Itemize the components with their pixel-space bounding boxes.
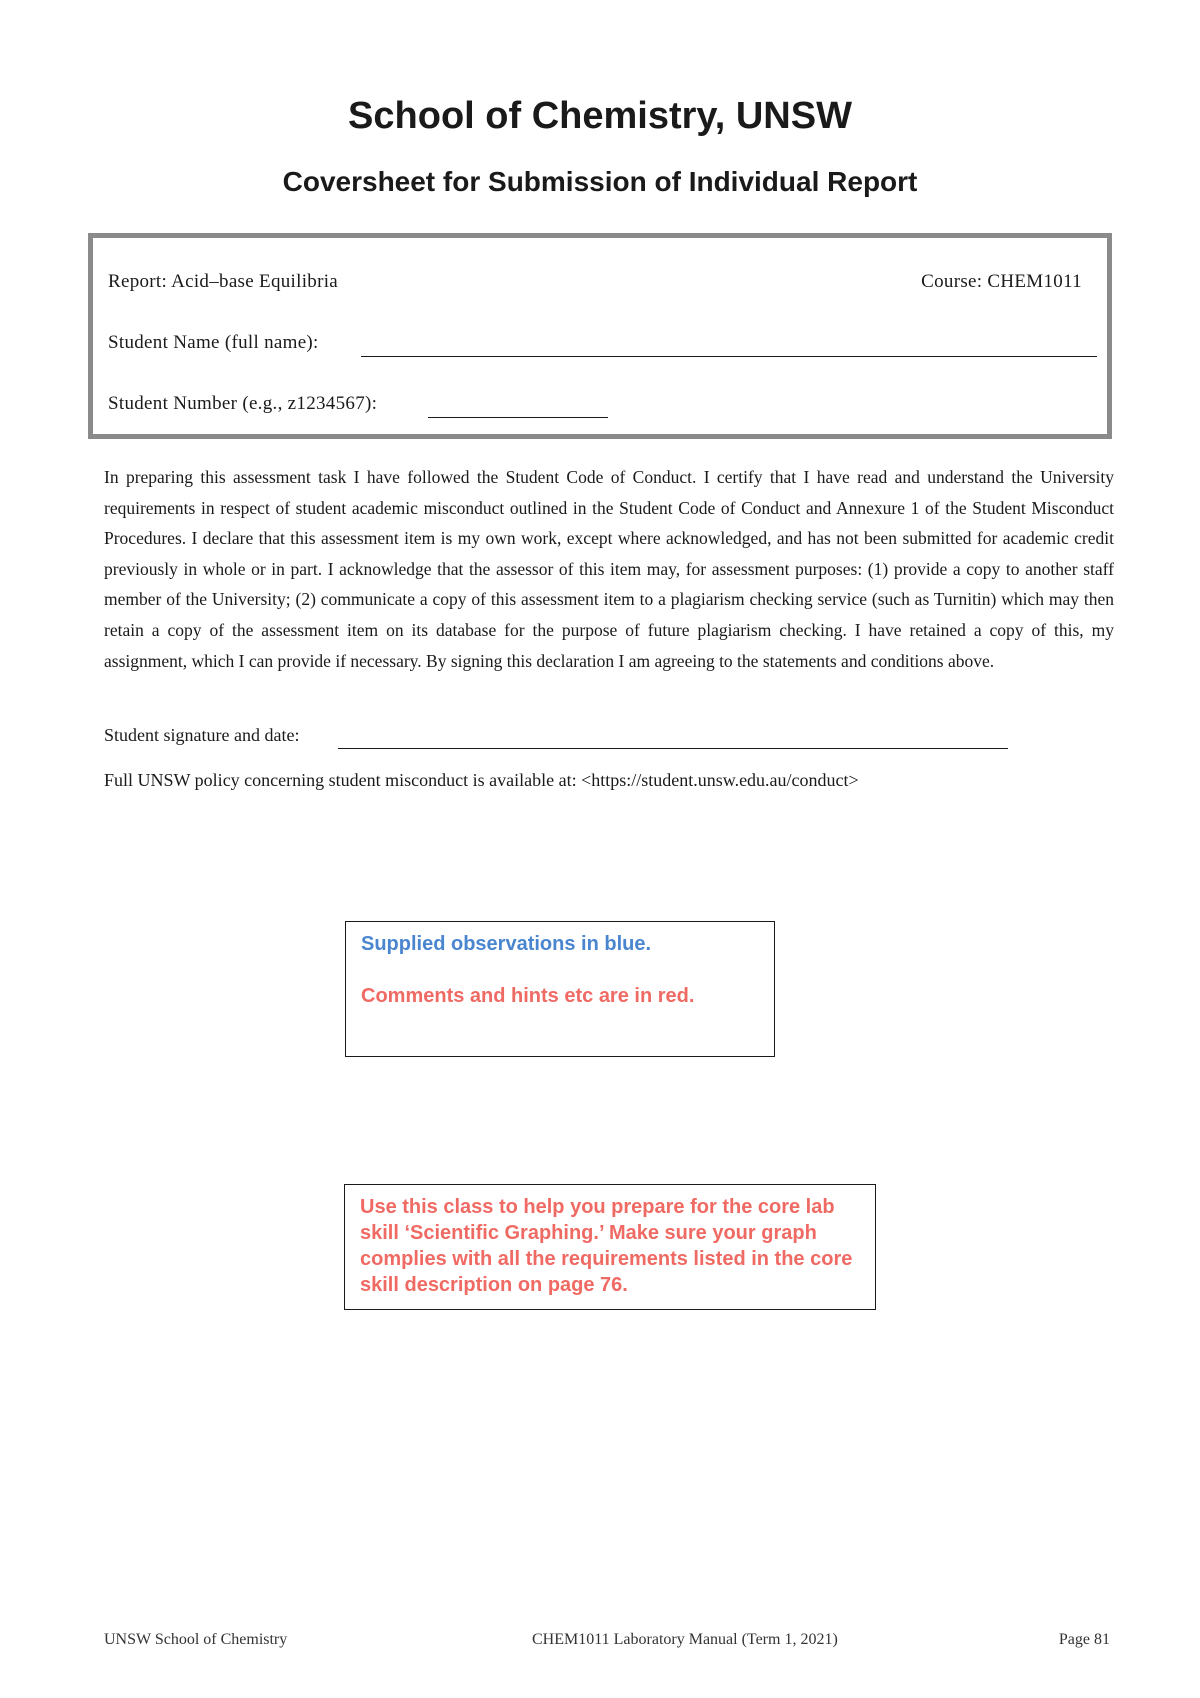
student-number-label: Student Number (e.g., z1234567): xyxy=(108,393,378,414)
color-legend-box xyxy=(345,921,775,1057)
red-comments-note: Comments and hints etc are in red. xyxy=(361,985,695,1007)
policy-text: Full UNSW policy concerning student misconduct is available at: <https://student.unsw.edu.au/conduct> xyxy=(104,770,859,790)
graphing-hint-text: Use this class to help you prepare for the core lab skill ‘Scientific Graphing.’ Make sure your graph complies with all the requirements listed in the core skill description on page 76. xyxy=(360,1196,853,1296)
page-title: School of Chemistry, UNSW xyxy=(348,95,852,137)
course-label: Course: CHEM1011 xyxy=(921,271,1082,292)
student-name-label: Student Name (full name): xyxy=(108,332,319,353)
blue-observations-note: Supplied observations in blue. xyxy=(361,933,652,955)
student-number-field[interactable] xyxy=(428,417,608,418)
footer-left: UNSW School of Chemistry xyxy=(104,1631,288,1648)
footer-center: CHEM1011 Laboratory Manual (Term 1, 2021) xyxy=(532,1631,838,1648)
footer-page-number: Page 81 xyxy=(1058,1631,1110,1648)
declaration-paragraph: In preparing this assessment task I have followed the Student Code of Conduct. I certify that I have read and understand the University requirements in respect of student academic misconduct outlined in the Student Code of Conduct and Annexure 1 of the Student Misconduct Procedures. I declare that this assessment item is my own work, except where acknowledged, and has not been submitted for academic credit previously in whole or in part. I acknowledge that the assessor of this item may, for assessment purposes: (1) provide a copy to another staff member of the University; (2) communicate a copy of this assessment item to a plagiarism checking service (such as Turnitin) which may then retain a copy of the assessment item on its database for the purpose of future plagiarism checking. I have retained a copy of this, my assignment, which I can provide if necessary. By signing this declaration I am agreeing to the statements and conditions above. xyxy=(104,467,1114,671)
report-label: Report: Acid–base Equilibria xyxy=(108,271,339,292)
student-name-field[interactable] xyxy=(361,356,1097,357)
report-info-box xyxy=(88,233,1112,439)
page-subtitle: Coversheet for Submission of Individual Report xyxy=(282,166,918,197)
signature-label: Student signature and date: xyxy=(104,725,300,745)
signature-field[interactable] xyxy=(338,748,1008,749)
graphing-hint-box xyxy=(344,1184,876,1310)
